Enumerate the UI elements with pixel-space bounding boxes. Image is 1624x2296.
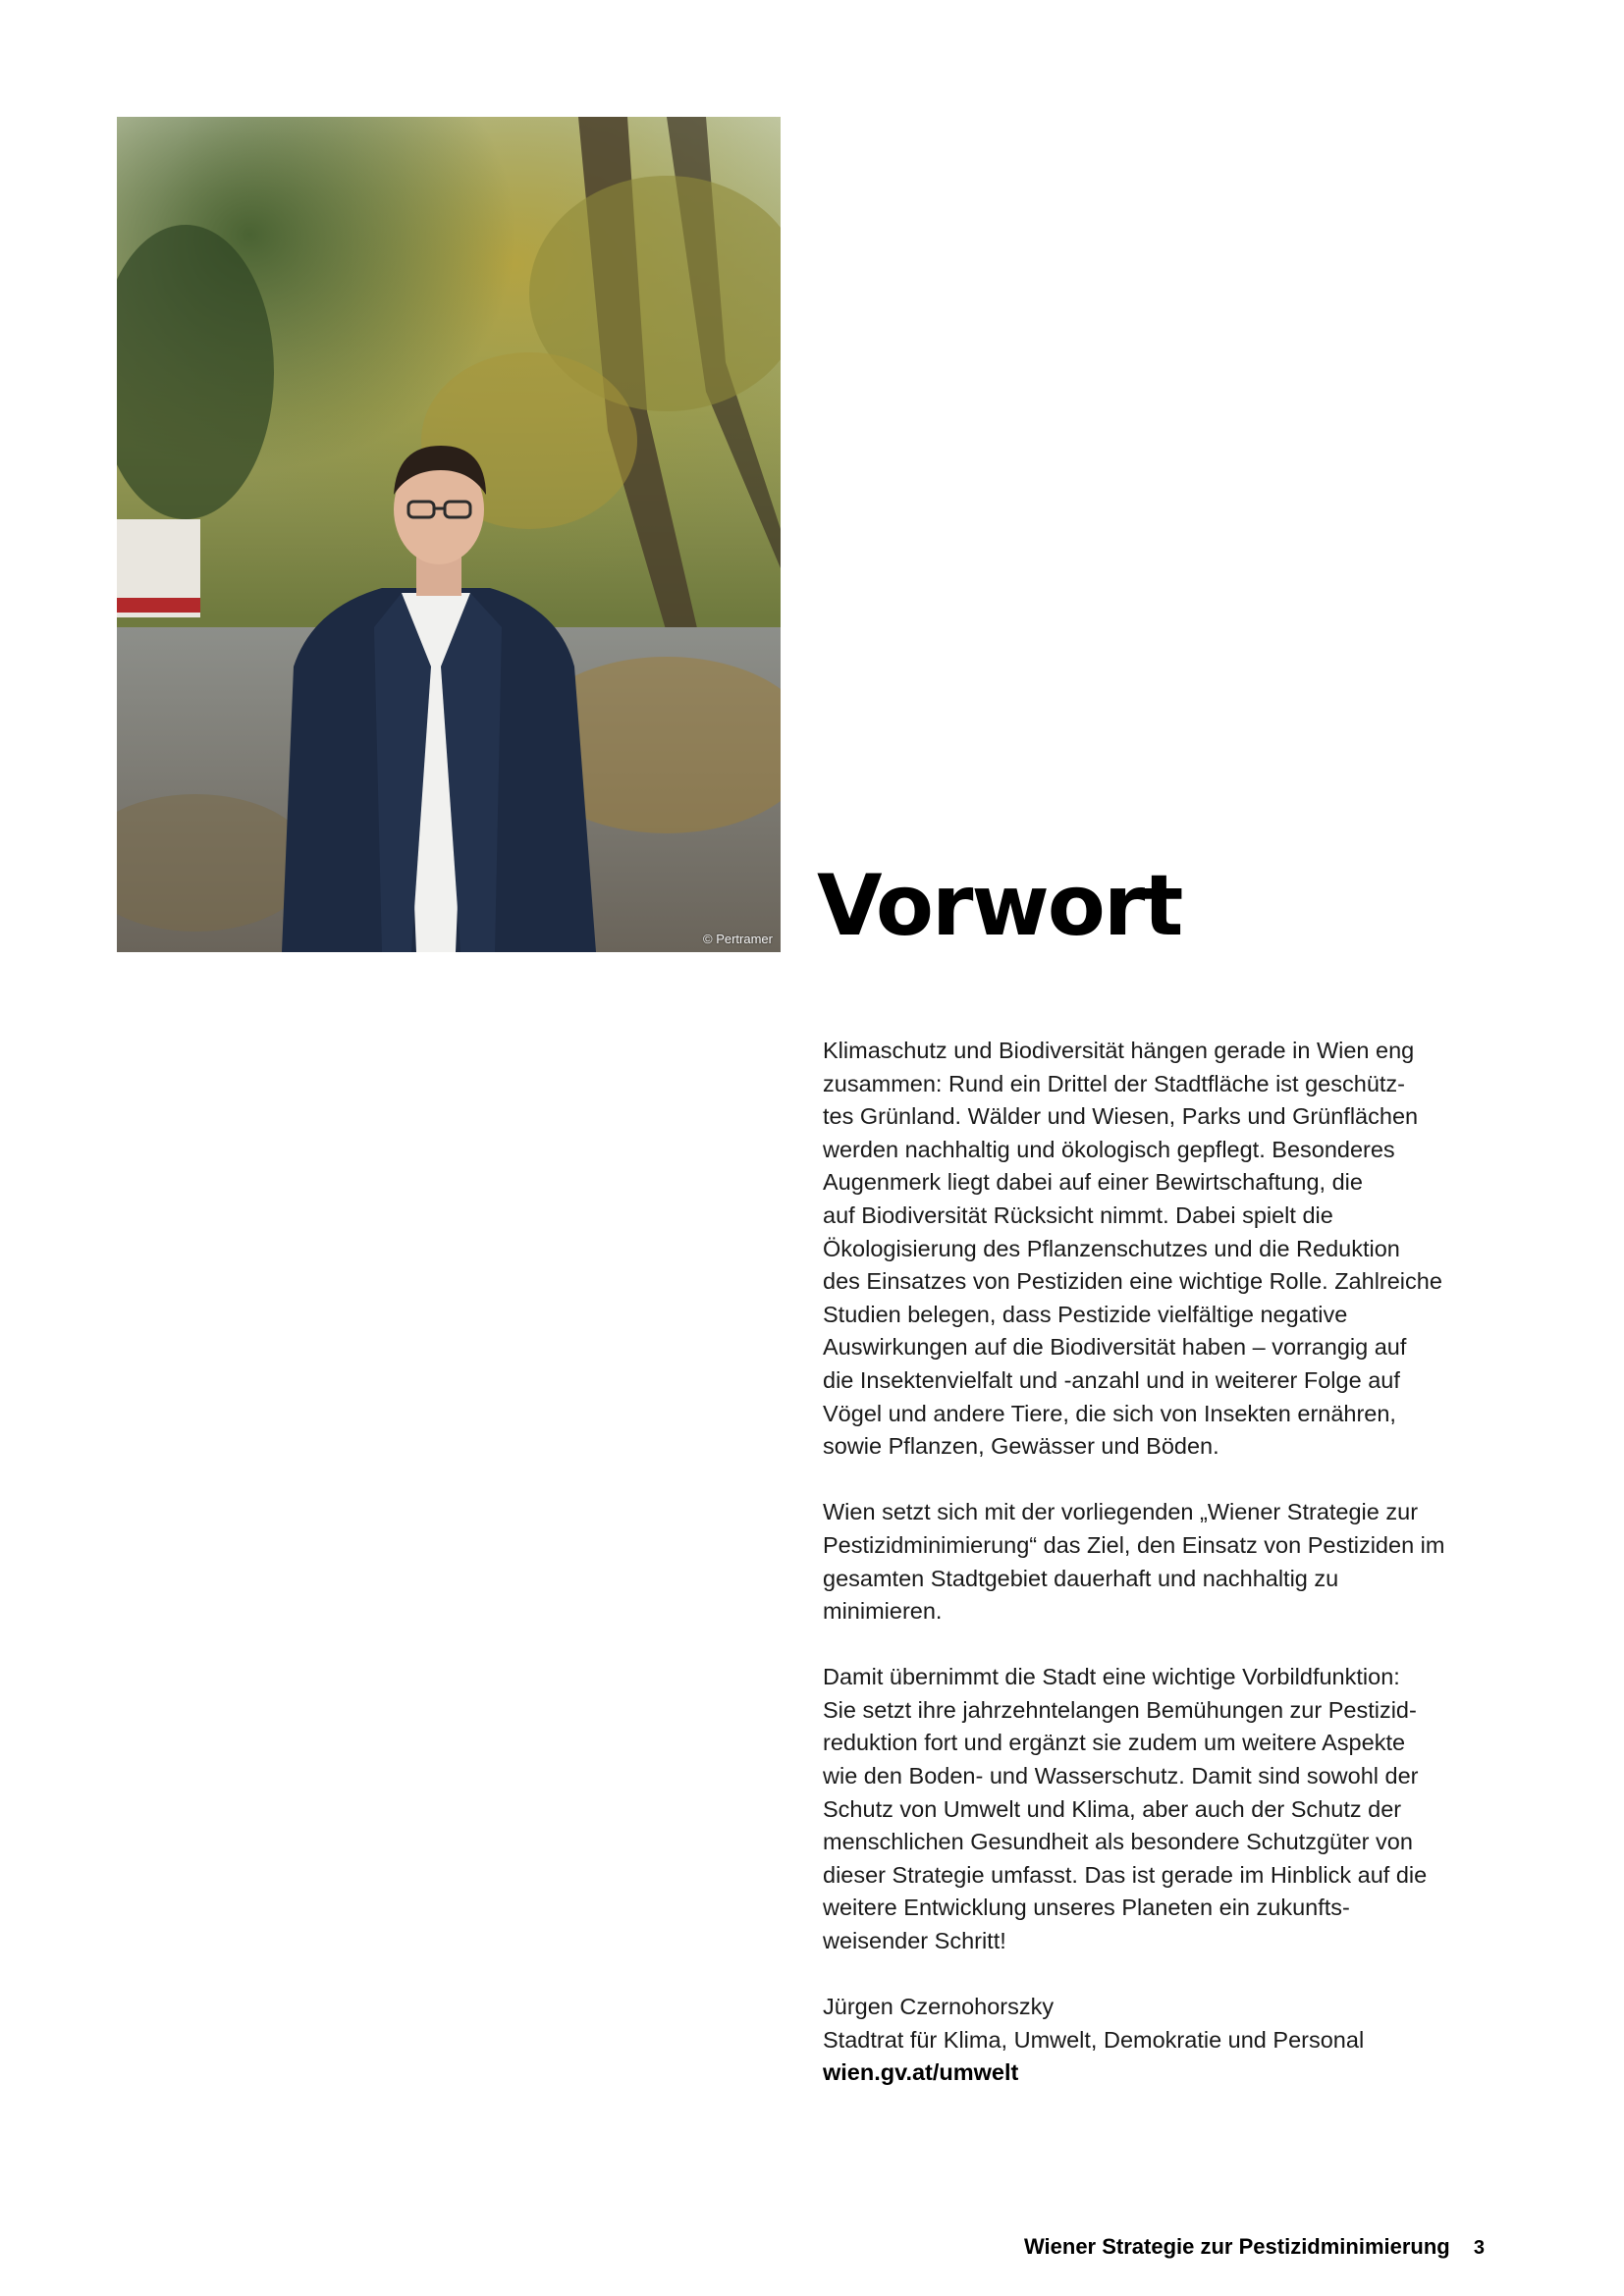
text-line: Pestizidminimierung“ das Ziel, den Einsatz von Pestiziden im: [823, 1531, 1445, 1558]
signature-role: Stadtrat für Klima, Umwelt, Demokratie und Personal: [823, 2026, 1365, 2053]
text-line: Klimaschutz und Biodiversität hängen gerade in Wien eng: [823, 1038, 1415, 1063]
footer-title: Wiener Strategie zur Pestizidminimierung: [1023, 2234, 1450, 2259]
text-line: weitere Entwicklung unseres Planeten ein zukunfts-: [823, 1895, 1350, 1921]
text-line: Wien setzt sich mit der vorliegenden „Wiener Strategie zur: [823, 1499, 1419, 1525]
text-line: Vögel und andere Tiere, die sich von Insekten ernähren,: [823, 1400, 1396, 1426]
signature-name: Jürgen Czernohorszky: [823, 1994, 1055, 2020]
text-line: des Einsatzes von Pestiziden eine wichtige Rolle. Zahlreiche: [823, 1268, 1442, 1295]
text-line: wie den Boden- und Wasserschutz. Damit sind sowohl der: [823, 1763, 1419, 1789]
paragraph: [823, 1496, 1500, 1628]
page-footer: [1024, 2234, 1485, 2260]
text-line: werden nachhaltig und ökologisch gepflegt. Besonderes: [823, 1136, 1395, 1162]
text-line: die Insektenvielfalt und -anzahl und in weiterer Folge auf: [823, 1366, 1400, 1393]
portrait-photo-illustration: [117, 117, 781, 952]
text-line: weisender Schritt!: [823, 1928, 1006, 1954]
signature-block: [823, 1991, 1500, 2090]
paragraph: [823, 1035, 1500, 1464]
text-line: Sie setzt ihre jahrzehntelangen Bemühungen zur Pestizid-: [823, 1696, 1417, 1723]
text-line: reduktion fort und ergänzt sie zudem um weitere Aspekte: [823, 1730, 1406, 1756]
text-line: menschlichen Gesundheit als besondere Schutzgüter von: [823, 1829, 1413, 1855]
text-line: Auswirkungen auf die Biodiversität haben – vorrangig auf: [823, 1334, 1407, 1361]
website-link[interactable]: wien.gv.at/umwelt: [823, 2059, 1019, 2086]
text-line: Ökologisierung des Pflanzenschutzes und die Reduktion: [823, 1235, 1400, 1261]
page-title: Vorwort: [817, 857, 1182, 955]
text-line: Schutz von Umwelt und Klima, aber auch der Schutz der: [823, 1795, 1402, 1822]
page-number: 3: [1473, 2237, 1485, 2259]
photo-credit: © Pertramer: [703, 932, 773, 946]
text-line: gesamten Stadtgebiet dauerhaft und nachhaltig zu: [823, 1565, 1339, 1591]
text-line: sowie Pflanzen, Gewässer und Böden.: [823, 1433, 1219, 1460]
text-line: minimieren.: [823, 1598, 943, 1625]
portrait-photo: [117, 117, 781, 952]
text-line: tes Grünland. Wälder und Wiesen, Parks und Grünflächen: [823, 1103, 1419, 1130]
text-line: zusammen: Rund ein Drittel der Stadtfläche ist geschütz-: [823, 1070, 1405, 1096]
text-line: dieser Strategie umfasst. Das ist gerade im Hinblick auf die: [823, 1861, 1428, 1888]
text-line: auf Biodiversität Rücksicht nimmt. Dabei spielt die: [823, 1201, 1333, 1228]
body-text: [823, 1035, 1500, 2090]
paragraph: [823, 1661, 1500, 1957]
text-line: Augenmerk liegt dabei auf einer Bewirtschaftung, die: [823, 1169, 1363, 1196]
text-line: Damit übernimmt die Stadt eine wichtige Vorbildfunktion:: [823, 1664, 1400, 1690]
text-line: Studien belegen, dass Pestizide vielfältige negative: [823, 1301, 1348, 1327]
